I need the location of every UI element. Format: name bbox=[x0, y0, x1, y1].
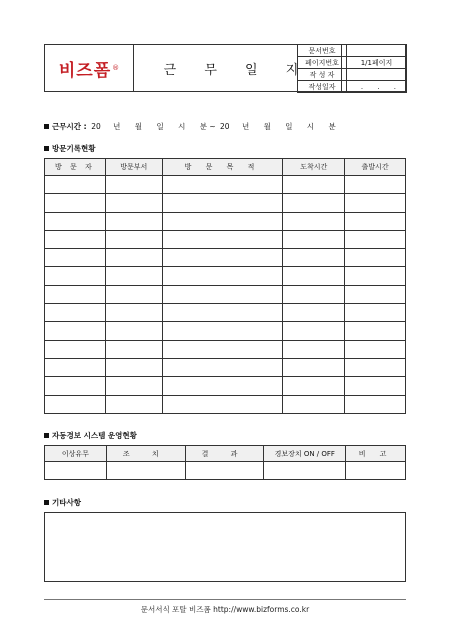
square-bullet-icon bbox=[44, 146, 49, 151]
visit-cell[interactable] bbox=[345, 194, 406, 212]
visit-cell[interactable] bbox=[162, 230, 283, 248]
visit-cell[interactable] bbox=[105, 249, 162, 267]
visit-row bbox=[45, 395, 406, 413]
meta-row bbox=[298, 81, 407, 93]
alarm-header-cell: 경보장치 ON / OFF bbox=[264, 446, 346, 462]
alarm-system-table bbox=[44, 445, 406, 480]
visit-cell[interactable] bbox=[45, 358, 106, 376]
visit-cell[interactable] bbox=[105, 395, 162, 413]
document-header bbox=[44, 44, 406, 92]
visit-cell[interactable] bbox=[283, 194, 345, 212]
visit-cell[interactable] bbox=[283, 212, 345, 230]
visit-cell[interactable] bbox=[345, 285, 406, 303]
end-hour-unit: 시 bbox=[306, 122, 315, 131]
meta-value[interactable]: . . . bbox=[347, 81, 407, 93]
visit-row bbox=[45, 304, 406, 322]
start-year-unit: 년 bbox=[113, 122, 121, 131]
visit-cell[interactable] bbox=[162, 249, 283, 267]
visit-cell[interactable] bbox=[105, 194, 162, 212]
alarm-header-cell: 비 고 bbox=[346, 446, 406, 462]
visit-cell[interactable] bbox=[45, 322, 106, 340]
visit-cell[interactable] bbox=[45, 340, 106, 358]
visit-cell[interactable] bbox=[283, 395, 345, 413]
alarm-section-label: 자동경보 시스템 운영현황 bbox=[52, 431, 137, 440]
visit-cell[interactable] bbox=[283, 249, 345, 267]
visit-cell[interactable] bbox=[45, 194, 106, 212]
visit-cell[interactable] bbox=[45, 267, 106, 285]
visit-row bbox=[45, 194, 406, 212]
visit-row bbox=[45, 322, 406, 340]
visit-cell[interactable] bbox=[162, 304, 283, 322]
visit-cell[interactable] bbox=[345, 340, 406, 358]
visit-cell[interactable] bbox=[345, 358, 406, 376]
visit-cell[interactable] bbox=[45, 377, 106, 395]
visit-cell[interactable] bbox=[162, 176, 283, 194]
visit-cell[interactable] bbox=[283, 267, 345, 285]
etc-section-title bbox=[44, 497, 81, 508]
visit-cell[interactable] bbox=[283, 377, 345, 395]
alarm-cell[interactable] bbox=[346, 462, 406, 480]
work-time-fields[interactable] bbox=[89, 122, 336, 131]
visit-cell[interactable] bbox=[162, 267, 283, 285]
end-minute-unit: 분 bbox=[328, 122, 336, 131]
visit-cell[interactable] bbox=[105, 285, 162, 303]
meta-row bbox=[298, 69, 407, 81]
end-year-prefix: 20 bbox=[220, 122, 230, 131]
visit-cell[interactable] bbox=[45, 395, 106, 413]
visit-cell[interactable] bbox=[162, 212, 283, 230]
etc-section-label: 기타사항 bbox=[52, 498, 81, 507]
end-day-unit: 일 bbox=[285, 122, 293, 131]
visit-cell[interactable] bbox=[162, 194, 283, 212]
alarm-header-cell: 결 과 bbox=[185, 446, 264, 462]
meta-label: 페이지번호 bbox=[298, 57, 347, 69]
visit-row bbox=[45, 230, 406, 248]
visit-cell[interactable] bbox=[45, 285, 106, 303]
visit-row bbox=[45, 176, 406, 194]
alarm-cell[interactable] bbox=[106, 462, 185, 480]
visit-cell[interactable] bbox=[345, 212, 406, 230]
visit-cell[interactable] bbox=[345, 249, 406, 267]
square-bullet-icon bbox=[44, 500, 49, 505]
square-bullet-icon bbox=[44, 433, 49, 438]
meta-row bbox=[298, 57, 407, 69]
start-year-prefix: 20 bbox=[91, 122, 101, 131]
work-time-line bbox=[44, 121, 336, 132]
start-minute-unit: 분 ~ bbox=[199, 122, 216, 131]
visit-cell[interactable] bbox=[162, 340, 283, 358]
visit-row bbox=[45, 358, 406, 376]
etc-notes-box[interactable] bbox=[44, 512, 406, 582]
visit-cell[interactable] bbox=[345, 304, 406, 322]
visit-header-cell: 도착시간 bbox=[283, 159, 345, 176]
visit-cell[interactable] bbox=[45, 212, 106, 230]
visit-section-label: 방문기록현황 bbox=[52, 144, 96, 153]
visit-cell[interactable] bbox=[162, 322, 283, 340]
visit-cell[interactable] bbox=[283, 285, 345, 303]
end-month-unit: 월 bbox=[263, 122, 271, 131]
visit-cell[interactable] bbox=[283, 304, 345, 322]
visit-cell[interactable] bbox=[105, 176, 162, 194]
visit-cell[interactable] bbox=[345, 395, 406, 413]
visit-cell[interactable] bbox=[283, 230, 345, 248]
visit-cell[interactable] bbox=[105, 304, 162, 322]
visit-cell[interactable] bbox=[283, 176, 345, 194]
footer-text: 문서서식 포탈 비즈폼 http://www.bizforms.co.kr bbox=[140, 605, 310, 614]
start-day-unit: 일 bbox=[156, 122, 164, 131]
meta-value[interactable] bbox=[347, 69, 407, 81]
document-title: 근 무 일 지 bbox=[133, 45, 342, 91]
visit-row bbox=[45, 285, 406, 303]
visit-row bbox=[45, 267, 406, 285]
visit-cell[interactable] bbox=[283, 358, 345, 376]
visit-cell[interactable] bbox=[345, 377, 406, 395]
visit-row bbox=[45, 340, 406, 358]
visit-row bbox=[45, 212, 406, 230]
meta-row bbox=[298, 45, 407, 57]
alarm-header-cell: 이상유무 bbox=[45, 446, 107, 462]
alarm-cell[interactable] bbox=[45, 462, 107, 480]
alarm-cell[interactable] bbox=[185, 462, 264, 480]
meta-label: 문서번호 bbox=[298, 45, 347, 57]
start-month-unit: 월 bbox=[134, 122, 143, 131]
logo bbox=[45, 45, 134, 91]
alarm-cell[interactable] bbox=[264, 462, 346, 480]
visit-records-table bbox=[44, 158, 406, 414]
visit-cell[interactable] bbox=[105, 340, 162, 358]
visit-cell[interactable] bbox=[162, 377, 283, 395]
visit-cell[interactable] bbox=[45, 249, 106, 267]
visit-cell[interactable] bbox=[105, 322, 162, 340]
alarm-header-cell: 조 치 bbox=[106, 446, 185, 462]
work-time-label: 근무시간 : bbox=[52, 122, 87, 131]
visit-header-row bbox=[45, 159, 406, 176]
meta-value[interactable]: 1/1페이지 bbox=[347, 57, 407, 69]
document-meta-table bbox=[297, 44, 407, 93]
visit-cell[interactable] bbox=[45, 176, 106, 194]
visit-cell[interactable] bbox=[45, 230, 106, 248]
visit-cell[interactable] bbox=[45, 304, 106, 322]
square-bullet-icon bbox=[44, 124, 49, 129]
alarm-section-title bbox=[44, 430, 137, 441]
visit-section-title bbox=[44, 143, 95, 154]
meta-value[interactable] bbox=[347, 45, 407, 57]
visit-header-cell: 방문부서 bbox=[105, 159, 162, 176]
visit-cell[interactable] bbox=[105, 230, 162, 248]
visit-header-cell: 방 문 자 bbox=[45, 159, 106, 176]
logo-text: 비즈폼 bbox=[58, 60, 112, 81]
visit-cell[interactable] bbox=[162, 358, 283, 376]
footer-divider bbox=[44, 599, 406, 600]
visit-table-body bbox=[45, 176, 406, 414]
visit-cell[interactable] bbox=[345, 230, 406, 248]
visit-cell[interactable] bbox=[105, 212, 162, 230]
visit-cell[interactable] bbox=[283, 340, 345, 358]
visit-cell[interactable] bbox=[105, 358, 162, 376]
visit-cell[interactable] bbox=[345, 267, 406, 285]
alarm-header-row bbox=[45, 446, 406, 462]
visit-cell[interactable] bbox=[162, 395, 283, 413]
visit-cell[interactable] bbox=[162, 285, 283, 303]
visit-cell[interactable] bbox=[105, 377, 162, 395]
logo-registered-mark: ® bbox=[112, 64, 120, 72]
visit-header-cell: 출발시간 bbox=[345, 159, 406, 176]
meta-label: 작성일자 bbox=[298, 81, 347, 93]
visit-header-cell: 방 문 목 적 bbox=[162, 159, 283, 176]
visit-cell[interactable] bbox=[105, 267, 162, 285]
alarm-row bbox=[45, 462, 406, 480]
visit-row bbox=[45, 377, 406, 395]
start-hour-unit: 시 bbox=[178, 122, 186, 131]
visit-cell[interactable] bbox=[283, 322, 345, 340]
end-year-unit: 년 bbox=[241, 122, 250, 131]
meta-label: 작 성 자 bbox=[298, 69, 347, 81]
visit-row bbox=[45, 249, 406, 267]
visit-cell[interactable] bbox=[345, 176, 406, 194]
visit-cell[interactable] bbox=[345, 322, 406, 340]
